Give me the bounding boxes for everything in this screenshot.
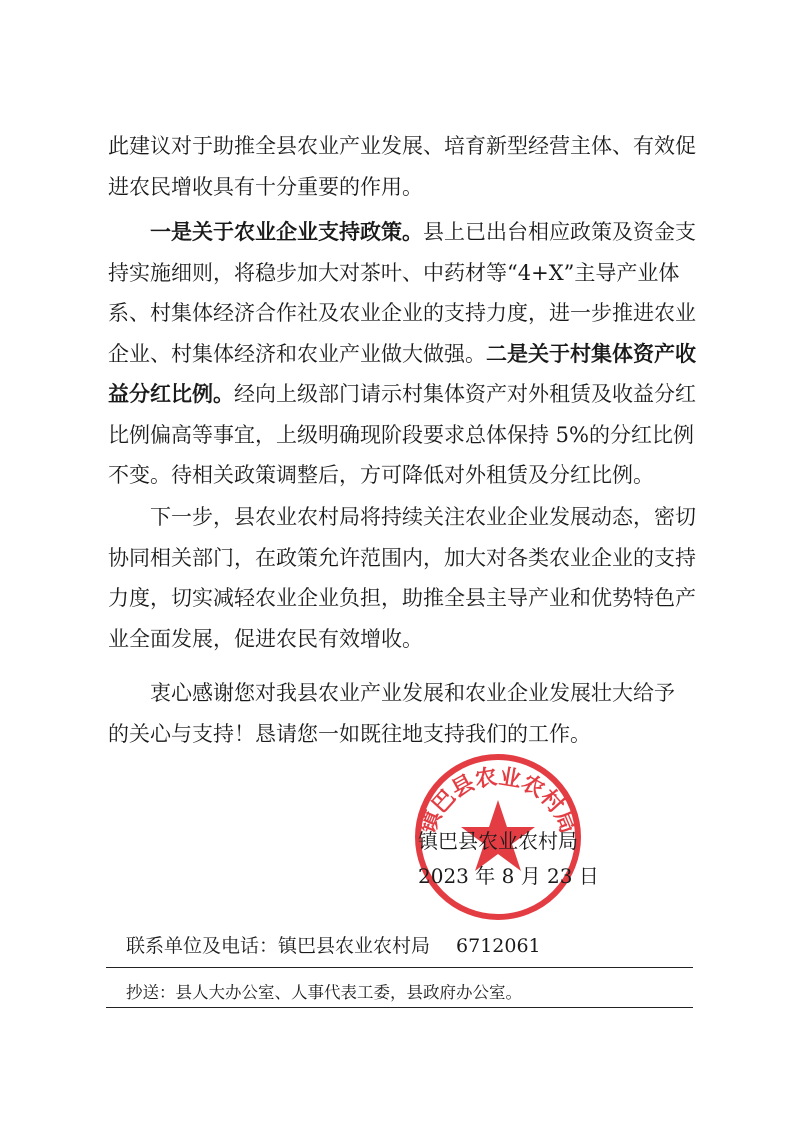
paragraph-line bbox=[108, 212, 698, 253]
seal-text: 镇巴县农业农村局 bbox=[414, 763, 582, 838]
contact-phone: 6712061 bbox=[456, 935, 541, 957]
paragraph-line bbox=[108, 334, 698, 375]
paragraph-3 bbox=[108, 497, 698, 659]
paragraph-line: 比例偏高等事宜，上级明确现阶段要求总体保持 5%的分红比例 bbox=[108, 422, 694, 447]
paragraph-text: 经向上级部门请示村集体资产对外租赁及收益分红 bbox=[234, 382, 696, 406]
contact-info bbox=[126, 931, 541, 958]
divider-line bbox=[106, 967, 693, 968]
cc-list: 抄送：县人大办公室、人事代表工委，县政府办公室。 bbox=[126, 983, 522, 1002]
heading-dividend-ratio-cont: 益分红比例。 bbox=[108, 381, 234, 406]
paragraph-line: 进农民增收具有十分重要的作用。 bbox=[108, 174, 423, 199]
signature-organization: 镇巴县农业农村局 bbox=[418, 829, 578, 853]
paragraph-1 bbox=[108, 126, 698, 207]
paragraph-line: 不变。待相关政策调整后，方可降低对外租赁及分红比例。 bbox=[108, 463, 654, 487]
signature-date: 2023 年 8 月 23 日 bbox=[418, 864, 599, 888]
paragraph-line: 持实施细则，将稳步加大对茶叶、中药材等“4+X”主导产业体 bbox=[108, 260, 680, 285]
paragraph-text: 县上已出台相应政策及资金支 bbox=[423, 220, 696, 244]
paragraph-4 bbox=[108, 673, 698, 754]
divider-line bbox=[106, 1007, 693, 1008]
paragraph-line: 的关心与支持！恳请您一如既往地支持我们的工作。 bbox=[108, 721, 591, 746]
paragraph-line: 系、村集体经济合作社及农业企业的支持力度，进一步推进农业 bbox=[108, 301, 696, 325]
paragraph-line: 协同相关部门，在政策允许范围内，加大对各类农业企业的支持 bbox=[108, 545, 696, 570]
paragraph-text: 企业、村集体经济和农业产业做大做强。 bbox=[108, 341, 486, 366]
heading-policy-support: 一是关于农业企业支持政策。 bbox=[150, 219, 423, 244]
paragraph-line: 业全面发展，促进农民有效增收。 bbox=[108, 626, 423, 651]
paragraph-line: 下一步，县农业农村局将持续关注农业企业发展动态，密切 bbox=[150, 505, 696, 529]
contact-label: 联系单位及电话：镇巴县农业农村局 bbox=[126, 935, 431, 957]
paragraph-2 bbox=[108, 212, 698, 496]
heading-dividend-ratio: 二是关于村集体资产收 bbox=[486, 340, 696, 366]
paragraph-line: 力度，切实减轻农业企业负担，助推全县主导产业和优势特色产 bbox=[108, 586, 696, 610]
paragraph-line bbox=[108, 374, 698, 415]
paragraph-line: 此建议对于助推全县农业产业发展、培育新型经营主体、有效促 bbox=[108, 134, 696, 158]
paragraph-line: 衷心感谢您对我县农业产业发展和农业企业发展壮大给予 bbox=[150, 681, 675, 705]
